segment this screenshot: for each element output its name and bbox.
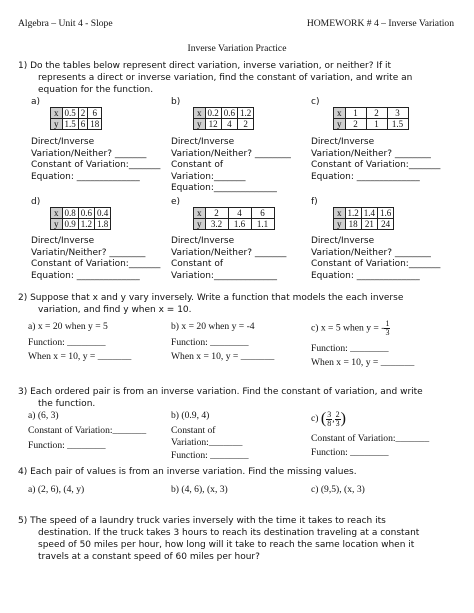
table-cell: 6 [251, 208, 274, 219]
header-right: HOMEWORK # 4 – Inverse Variation [306, 18, 454, 29]
table-row-x [51, 208, 111, 219]
q1-prompt-line2: represents a direct or inverse variation, find the constant of variation, and write an [38, 73, 413, 83]
table-row-y [334, 219, 394, 230]
q3c-pair [311, 410, 346, 428]
answer-line: Direct/Inverse [171, 236, 235, 246]
table-cell: 0.4 [95, 208, 111, 219]
comma: , [332, 413, 335, 425]
table-header-y: y [51, 219, 63, 230]
q4b-pairs: b) (4, 6), (x, 3) [171, 484, 228, 495]
answer-line: Direct/Inverse [171, 137, 235, 147]
table-cell: 18 [88, 119, 102, 130]
q5-prompt-line3: speed of 50 miles per hour, how long will it take to reach the same location when it [38, 540, 415, 550]
answer-line[interactable]: Variation:_______ [171, 171, 246, 182]
answer-line: Constant of [171, 160, 223, 170]
table-cell: 1.5 [62, 119, 78, 130]
answer-line[interactable]: Constant of Variation:_______ [311, 160, 441, 170]
table-cell: 0.5 [62, 108, 78, 119]
right-paren: ) [340, 410, 346, 427]
table-cell: 1.5 [387, 119, 408, 130]
q1-letter-f: f) [311, 197, 318, 207]
page-title: Inverse Variation Practice [187, 43, 287, 54]
table-cell: 1.6 [378, 208, 394, 219]
table-header-y: y [334, 219, 346, 230]
q5-prompt-line4: travels at a constant speed of 60 miles per hour? [38, 552, 260, 562]
fraction-numerator: 1 [385, 319, 390, 328]
table-cell: 21 [361, 219, 377, 230]
table-cell: 1.4 [361, 208, 377, 219]
left-paren: ( [320, 410, 327, 427]
table-cell: 12 [205, 119, 221, 130]
table-cell: 0.2 [205, 108, 221, 119]
fraction-numerator: 2 [335, 409, 340, 419]
q2a-function[interactable]: Function: ________ [28, 337, 106, 348]
table-cell: 2 [78, 108, 88, 119]
table-header-y: y [194, 219, 206, 230]
table-row-y [334, 119, 409, 130]
q2c-given [311, 320, 390, 337]
table-cell: 4 [221, 119, 237, 130]
variation-table-c [333, 107, 409, 130]
table-cell: 2 [238, 119, 254, 130]
q1-prompt-line3: equation for the function. [38, 85, 154, 95]
q1f-answer-lines [311, 236, 440, 282]
answer-line[interactable]: Equation:______________ [171, 183, 277, 193]
variation-table-d [50, 207, 111, 230]
table-header-x: x [334, 208, 346, 219]
table-header-x: x [51, 208, 63, 219]
q2b-when[interactable]: When x = 10, y = _______ [171, 351, 275, 362]
q3a-constant[interactable]: Constant of Variation:_______ [28, 425, 147, 436]
q1e-answer-lines [171, 236, 286, 282]
answer-line[interactable]: Equation: ______________ [311, 171, 420, 182]
table-row-x [194, 208, 275, 219]
answer-line[interactable]: Variation/Neither? _______ [171, 247, 287, 258]
table-cell: 0.6 [221, 108, 237, 119]
answer-line[interactable]: Variation:______________ [171, 270, 277, 281]
answer-line: Constant of [171, 259, 223, 269]
table-cell: 18 [345, 219, 361, 230]
table-cell: 0.9 [62, 219, 78, 230]
table-cell: 1 [345, 108, 366, 119]
q4c-pairs: c) (9,5), (x, 3) [311, 484, 365, 495]
table-cell: 1.2 [78, 219, 94, 230]
table-cell: 1.1 [251, 219, 274, 230]
fraction-denominator: 3 [335, 418, 340, 428]
q1d-answer-lines [31, 236, 160, 282]
q2-prompt-line2: variation, and find y when x = 10. [38, 305, 192, 315]
q2a-given: a) x = 20 when y = 5 [28, 321, 108, 332]
q2c-prefix: c) x = 5 when y = - [311, 322, 385, 334]
q3-prompt-line1: 3) Each ordered pair is from an inverse variation. Find the constant of variation, and write [18, 387, 423, 397]
table-row-y [194, 219, 275, 230]
table-header-x: x [334, 108, 346, 119]
q3-prompt-line2: the function. [38, 399, 96, 409]
q4a-pairs: a) (2, 6), (4, y) [28, 484, 85, 495]
table-header-y: y [334, 119, 346, 130]
table-cell: 2 [366, 108, 387, 119]
table-row-y [51, 219, 111, 230]
header-left: Algebra – Unit 4 - Slope [18, 18, 113, 29]
answer-line[interactable]: Equation: ______________ [31, 270, 140, 281]
answer-line[interactable]: Constant of Variation:_______ [31, 160, 161, 170]
answer-line: Direct/Inverse [311, 137, 375, 147]
q2a-when[interactable]: When x = 10, y = _______ [28, 351, 132, 362]
answer-line[interactable]: Constant of Variation:_______ [311, 259, 441, 269]
table-row-x [194, 108, 254, 119]
q3c-function[interactable]: Function: ________ [311, 447, 389, 458]
table-cell: 6 [88, 108, 102, 119]
q1b-answer-lines [171, 137, 291, 195]
table-cell: 1.2 [238, 108, 254, 119]
q3b-pair: b) (0.9, 4) [171, 410, 210, 421]
table-cell: 3.2 [205, 219, 228, 230]
q1-letter-a: a) [31, 97, 41, 107]
q3b-constant-label: Constant of [171, 425, 216, 436]
q1-letter-e: e) [171, 197, 181, 207]
answer-line[interactable]: Variatin/Neither? ________ [31, 247, 146, 258]
variation-table-e [193, 207, 275, 230]
answer-line: Direct/Inverse [311, 236, 375, 246]
table-cell: 0.6 [78, 208, 94, 219]
q3b-function[interactable]: Function: ________ [171, 450, 249, 461]
table-row-y [51, 119, 102, 130]
table-header-x: x [194, 108, 206, 119]
table-header-y: y [51, 119, 63, 130]
table-row-x [51, 108, 102, 119]
q3a-function[interactable]: Function: ________ [28, 440, 106, 451]
table-row-x [334, 208, 394, 219]
q1-prompt-line1: 1) Do the tables below represent direct variation, inverse variation, or neither? If it [18, 61, 392, 71]
table-cell: 3 [387, 108, 408, 119]
q3c-letter: c) [311, 413, 319, 425]
answer-line: Direct/Inverse [31, 137, 95, 147]
variation-table-f [333, 207, 394, 230]
table-cell: 2 [205, 208, 228, 219]
table-cell: 6 [78, 119, 88, 130]
q3c-constant[interactable]: Constant of Variation:_______ [311, 433, 430, 444]
table-cell: 1.2 [345, 208, 361, 219]
fraction-numerator: 3 [327, 409, 332, 419]
variation-table-a [50, 107, 102, 130]
table-cell: 4 [228, 208, 251, 219]
answer-line[interactable]: Equation: ______________ [311, 270, 420, 281]
q2c-when[interactable]: When x = 10, y = _______ [311, 357, 415, 368]
table-cell: 2 [345, 119, 366, 130]
answer-line[interactable]: Variation/Neither? ________ [311, 247, 431, 258]
answer-line[interactable]: Variation/Neither? ________ [171, 148, 291, 159]
q1-letter-c: c) [311, 97, 320, 107]
q1-letter-d: d) [31, 197, 41, 207]
table-header-x: x [194, 208, 206, 219]
q2-prompt-line1: 2) Suppose that x and y vary inversely. Write a function that models the each inverse [18, 293, 404, 303]
q4-prompt: 4) Each pair of values is from an inverse variation. Find the missing values. [18, 467, 357, 477]
q3a-pair: a) (6, 3) [28, 410, 59, 421]
q3b-constant[interactable]: Variation:_______ [171, 437, 243, 448]
table-cell: 1.8 [95, 219, 111, 230]
variation-table-b [193, 107, 254, 130]
answer-line[interactable]: Variation/Neither? ________ [311, 148, 431, 159]
fraction [384, 320, 390, 337]
fraction-denominator: 8 [327, 418, 332, 428]
answer-line[interactable]: Variation/Neither? _______ [31, 148, 147, 159]
table-cell: 0.8 [62, 208, 78, 219]
q1a-answer-lines [31, 137, 160, 183]
table-row-y [194, 119, 254, 130]
answer-line[interactable]: Equation: ______________ [31, 171, 140, 182]
q2b-function[interactable]: Function: ________ [171, 337, 249, 348]
q2c-function[interactable]: Function: ________ [311, 343, 389, 354]
answer-line[interactable]: Constant of Variation:_______ [31, 259, 161, 269]
table-cell: 1.6 [228, 219, 251, 230]
q1-letter-b: b) [171, 97, 181, 107]
q5-prompt-line1: 5) The speed of a laundry truck varies inversely with the time it takes to reach its [18, 516, 386, 526]
table-row-x [334, 108, 409, 119]
table-header-y: y [194, 119, 206, 130]
table-cell: 1 [366, 119, 387, 130]
table-header-x: x [51, 108, 63, 119]
answer-line: Direct/Inverse [31, 236, 95, 246]
table-cell: 24 [378, 219, 394, 230]
q1c-answer-lines [311, 137, 440, 183]
q5-prompt-line2: destination. If the truck takes 3 hours to reach its destination traveling at a constant [38, 528, 420, 538]
fraction-denominator: 3 [385, 328, 390, 337]
q2b-given: b) x = 20 when y = -4 [171, 321, 255, 332]
